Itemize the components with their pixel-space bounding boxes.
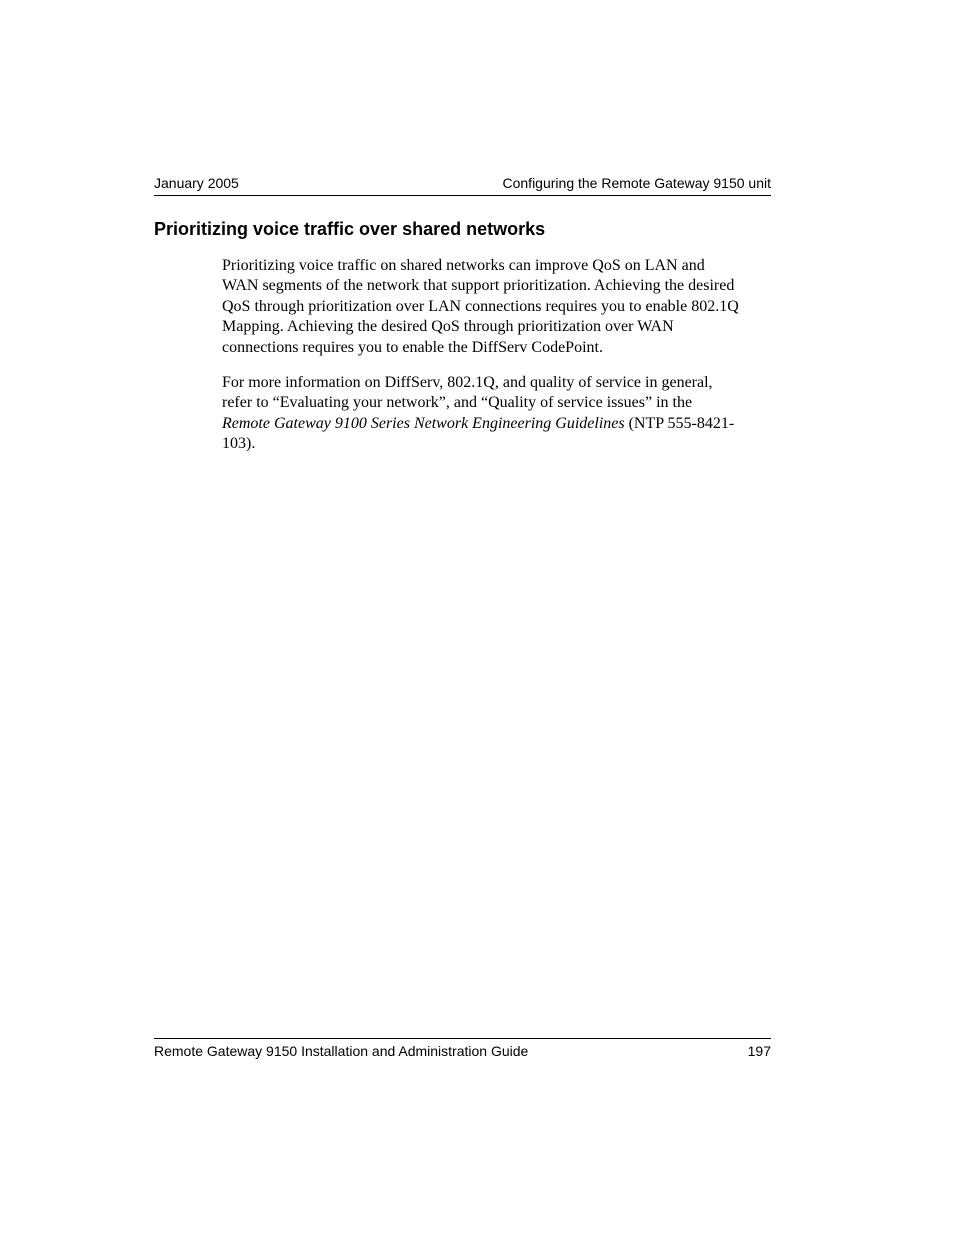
section-body xyxy=(222,256,778,470)
paragraph-line: 103). xyxy=(222,435,256,453)
section-heading: Prioritizing voice traffic over shared networks xyxy=(154,219,546,239)
page-header xyxy=(154,174,771,196)
paragraph-line: connections requires you to enable the DiffServ CodePoint. xyxy=(222,338,603,356)
paragraph-line: refer to “Evaluating your network”, and “Quality of service issues” in the xyxy=(222,394,693,412)
header-chapter-title: Configuring the Remote Gateway 9150 unit xyxy=(502,175,771,191)
ntp-reference: (NTP 555-8421- xyxy=(624,414,735,432)
page-footer xyxy=(154,1038,771,1061)
paragraph-line xyxy=(222,414,778,434)
paragraph-line: For more information on DiffServ, 802.1Q, and quality of service in general, xyxy=(222,374,713,392)
paragraph-line: Mapping. Achieving the desired QoS through prioritization over WAN xyxy=(222,318,674,336)
footer-guide-title: Remote Gateway 9150 Installation and Administration Guide xyxy=(154,1043,529,1059)
paragraph-more-information xyxy=(222,373,778,455)
paragraph-line: WAN segments of the network that support prioritization. Achieving the desired xyxy=(222,277,735,295)
paragraph-line: QoS through prioritization over LAN connections requires you to enable 802.1Q xyxy=(222,297,739,315)
guidelines-reference-title: Remote Gateway 9100 Series Network Engineering Guidelines xyxy=(222,414,625,432)
header-date: January 2005 xyxy=(154,175,239,191)
footer-page-number: 197 xyxy=(747,1043,771,1059)
paragraph-qos-prioritization xyxy=(222,256,778,358)
paragraph-line: Prioritizing voice traffic on shared networks can improve QoS on LAN and xyxy=(222,257,705,274)
